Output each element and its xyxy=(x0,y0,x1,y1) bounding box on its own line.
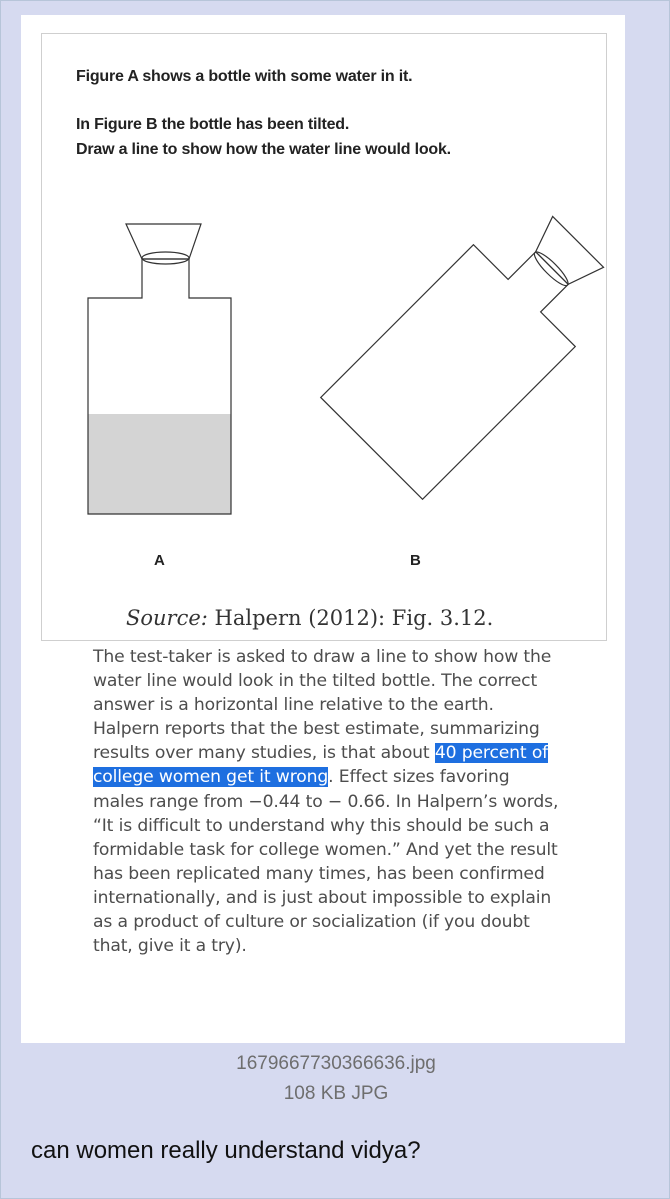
figure-instruction-2: In Figure B the bottle has been tilted. xyxy=(76,116,350,133)
source-label: Source: xyxy=(126,606,208,630)
figure-source xyxy=(126,606,493,630)
figure-instruction-1: Figure A shows a bottle with some water in it. xyxy=(76,68,413,85)
bottle-b xyxy=(321,191,608,499)
figure-label-b: B xyxy=(410,552,421,569)
attached-image[interactable] xyxy=(21,15,625,1043)
excerpt-before: The test-taker is asked to draw a line to show how the water line would look in the tilted bottle. The correct answer is a horizontal line relative to the earth. Halpern reports that the best estimate, summarizing results over many studies, is that about xyxy=(93,647,552,764)
bottle-a-neck-ring xyxy=(142,252,189,264)
excerpt-paragraph xyxy=(93,645,563,958)
file-name-link[interactable]: 1679667730366636.jpg xyxy=(236,1053,436,1074)
bottle-illustration xyxy=(42,34,608,594)
bottle-a-cap xyxy=(126,224,201,259)
post-comment: can women really understand vidya? xyxy=(31,1137,421,1164)
bottle-b-cap xyxy=(526,216,603,293)
excerpt-after: . Effect sizes favoring males range from −0.44 to − 0.66. In Halpern’s words, “It is difficult to understand why this should be such a formidable task for college women.” And yet the result has been replicated many times, has been confirmed internationally, and is just about impossible to explain as a product of culture or socialization (if you doubt that, give it a try). xyxy=(93,767,559,957)
figure-panel xyxy=(41,33,607,641)
figure-instruction-3: Draw a line to show how the water line would look. xyxy=(76,141,451,158)
file-size-info: 108 KB JPG xyxy=(283,1083,389,1104)
bottle-a xyxy=(88,224,231,514)
bottle-a-water xyxy=(88,414,231,514)
excerpt-highlight: 40 percent of college women get it wrong xyxy=(93,743,549,788)
bottle-b-neck-ring xyxy=(531,248,572,289)
bottle-b-outline xyxy=(321,217,603,499)
figure-label-a: A xyxy=(154,552,165,569)
source-text: Halpern (2012): Fig. 3.12. xyxy=(214,606,494,630)
